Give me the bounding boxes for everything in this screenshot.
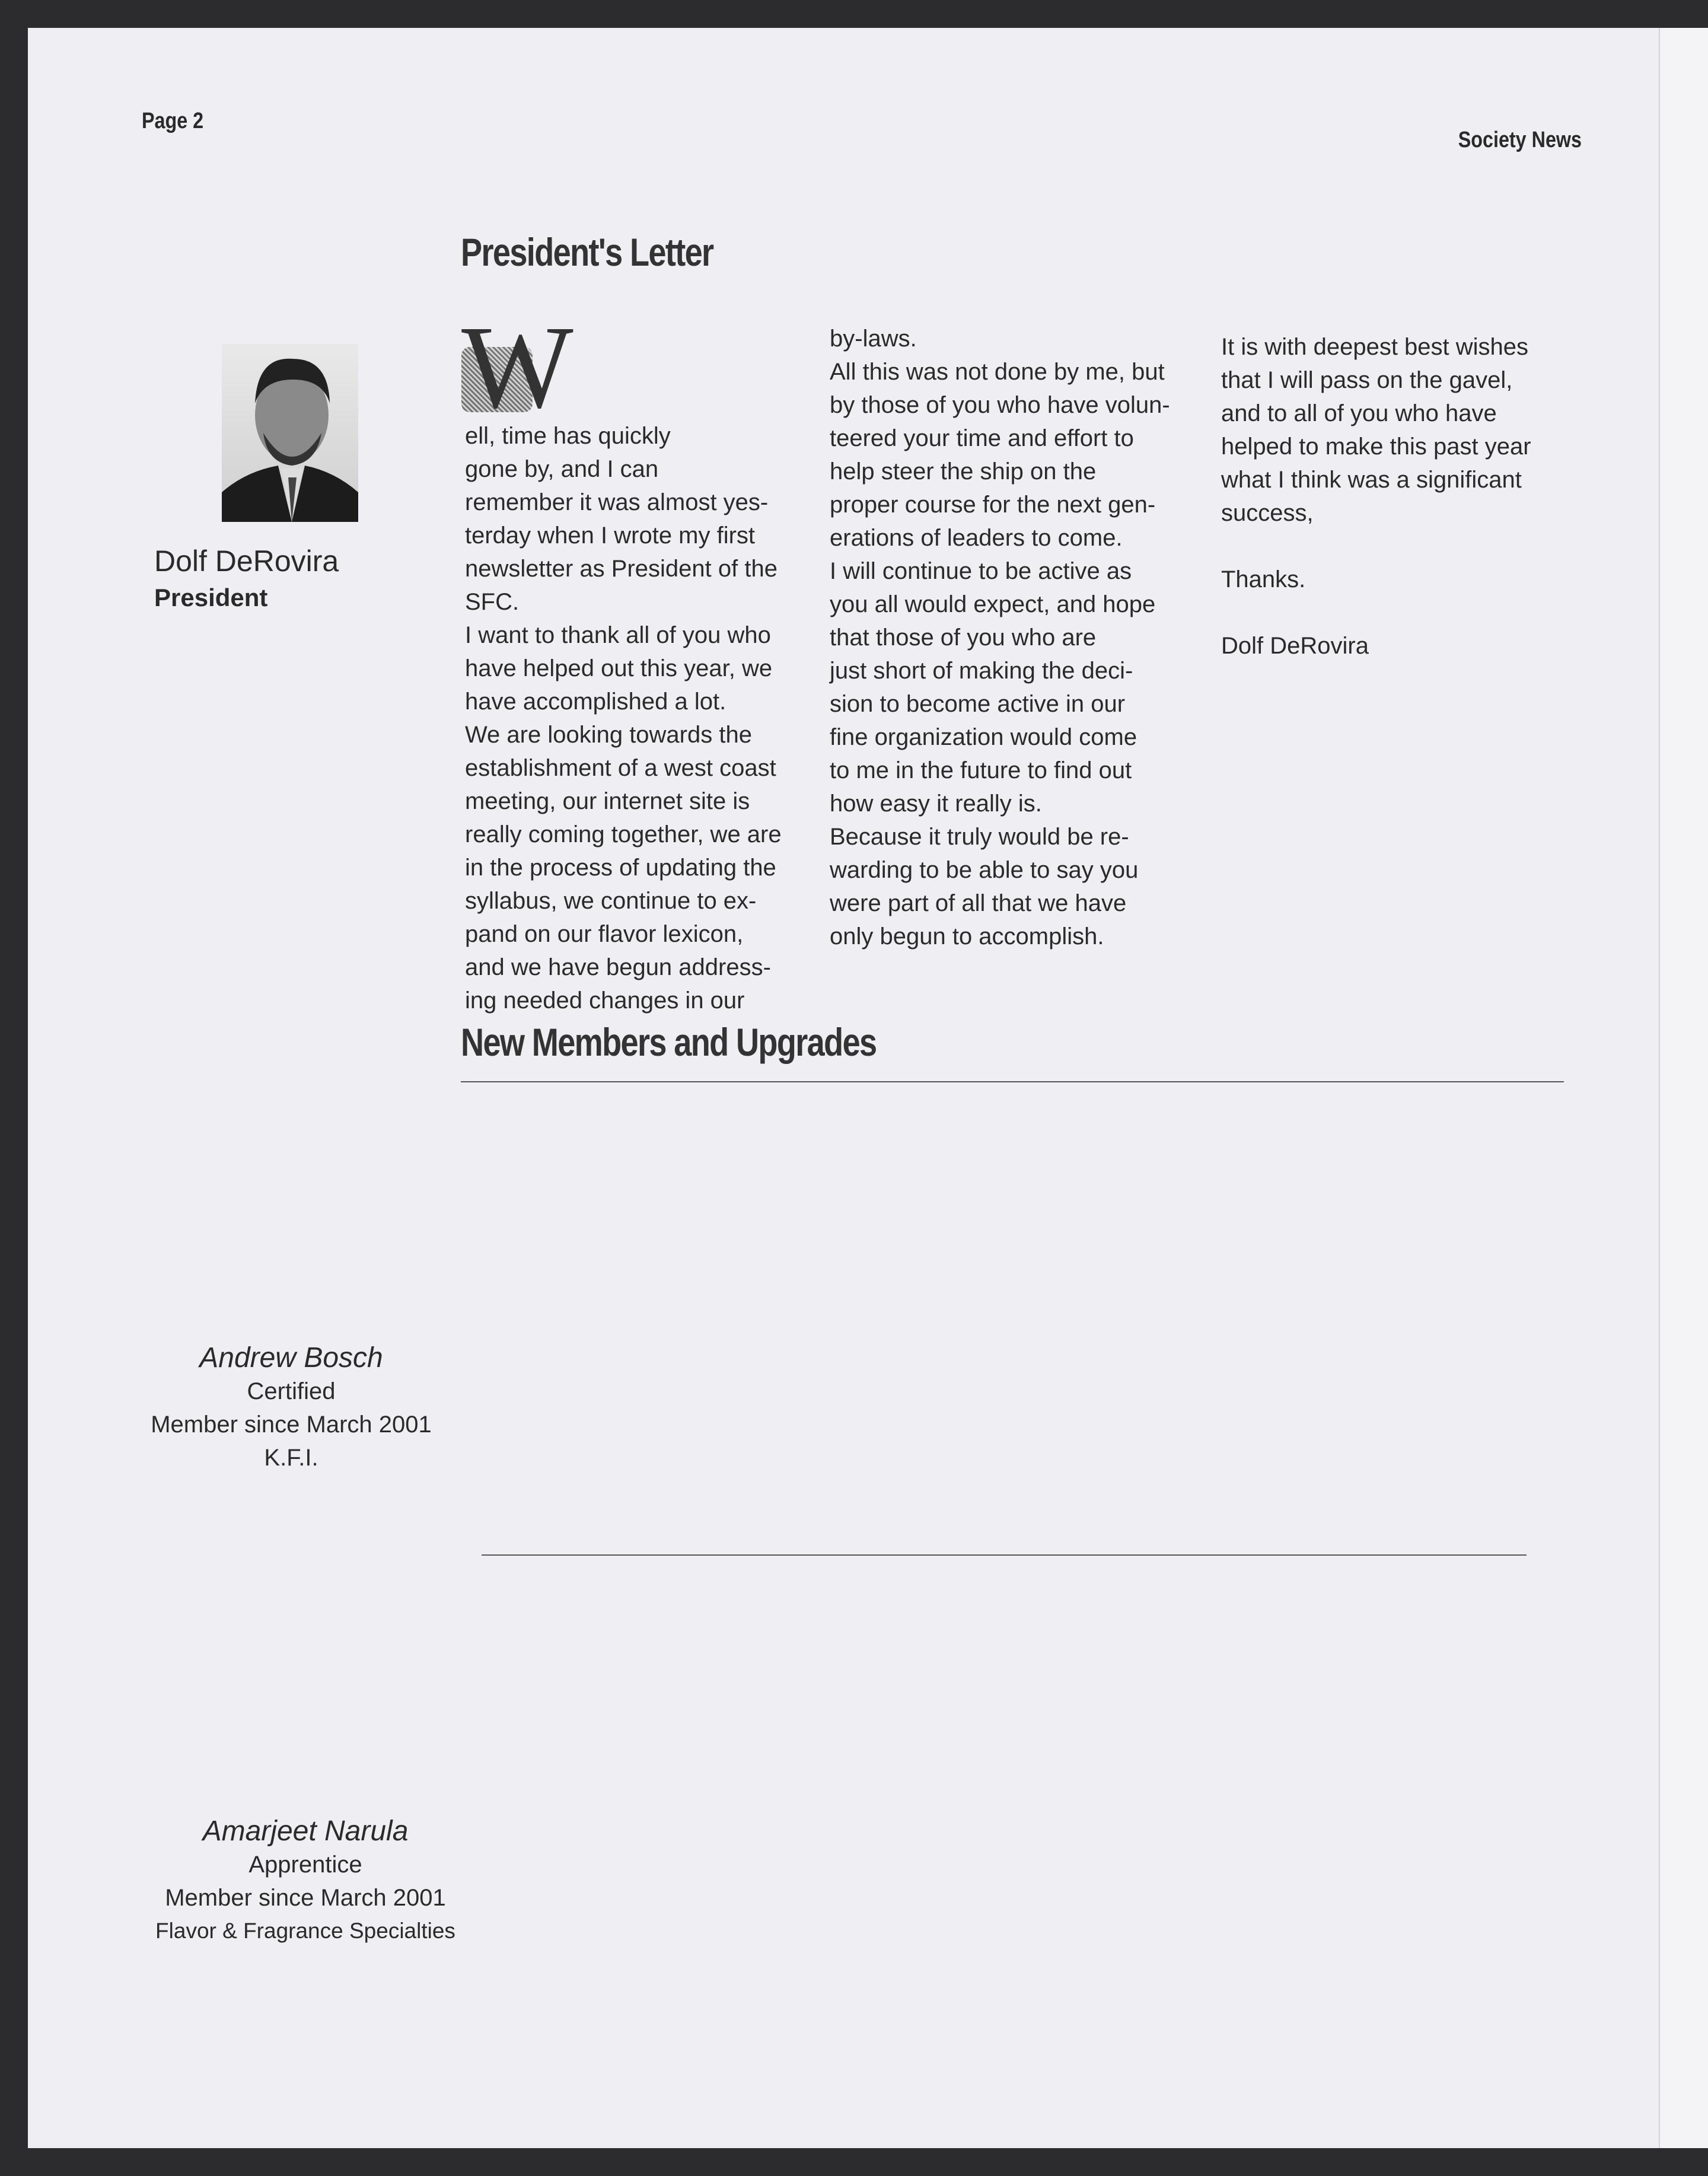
member-company: K.F.I.	[264, 1445, 318, 1471]
letter-column-1	[461, 295, 827, 1050]
letter-column-3: It is with deepest best wishes that I will pass on the gavel, and to all of you who have helped to make this past year what I think was a significant success, Thanks. Dolf DeRovira	[1221, 334, 1531, 659]
drop-cap: W	[461, 302, 573, 433]
president-photo	[222, 344, 358, 522]
next-page-edge	[1659, 28, 1708, 2148]
publication-name: Society News	[1458, 128, 1582, 152]
letter-column-2: by-laws. All this was not done by me, but by those of you who have volun- teered your time and effort to help steer the ship on the proper course for the next gen- erations of leaders to come. I will continue to be active as you all would expect, and hope that those of you who are just short of making the deci- sion to become active in our fine organization would come to me in the future to find out how easy it really is. Because it truly would be re- warding to be able to say you were part of all that we have only begun to accomplish.	[830, 326, 1170, 950]
member-level: Certified	[247, 1378, 336, 1404]
letter-text-1: ell, time has quickly gone by, and I can remember it was almost yes- terday when I wrote my first newsletter as President of the SFC. I want to thank all of you who have helped out this year, we have accomplished a lot. We are looking towards the establishment of a west coast meeting, our internet site is really coming together, we are in the process of updating the syllabus, we continue to ex- pand on our flavor lexicon, and we have begun address- ing needed changes in our	[465, 423, 782, 1014]
member-entry	[84, 1342, 499, 1474]
member-level: Apprentice	[248, 1852, 362, 1878]
member-name: Andrew Bosch	[199, 1342, 383, 1374]
presidents-letter-title: President's Letter	[461, 230, 713, 274]
page-number: Page 2	[142, 109, 204, 133]
newsletter-page	[28, 28, 1659, 2148]
member-name: Amarjeet Narula	[202, 1815, 409, 1847]
divider	[461, 1081, 1564, 1082]
member-entry	[98, 1815, 513, 1948]
member-since: Member since March 2001	[151, 1412, 432, 1438]
member-company: Flavor & Fragrance Specialties	[155, 1919, 455, 1943]
new-members-title: New Members and Upgrades	[461, 1020, 877, 1064]
divider	[482, 1554, 1527, 1556]
portrait-image	[222, 344, 358, 522]
member-since: Member since March 2001	[165, 1885, 446, 1911]
president-name: Dolf DeRovira	[154, 544, 339, 578]
president-title: President	[154, 584, 268, 611]
